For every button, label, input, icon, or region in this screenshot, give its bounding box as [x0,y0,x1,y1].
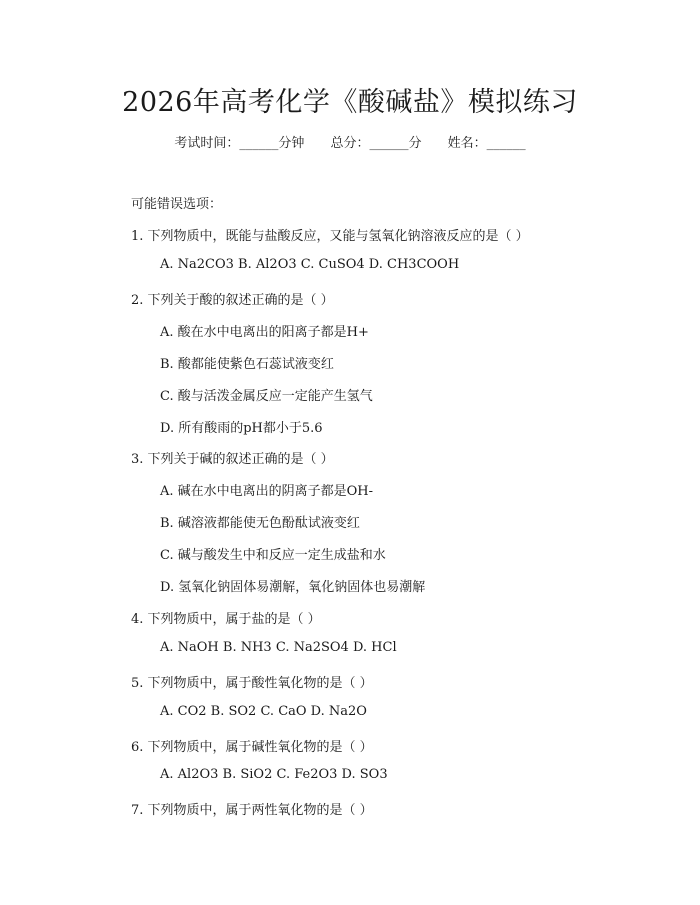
total-score-field: 总分：______分 [330,136,422,151]
question-option: C. 酸与活泼金属反应一定能产生氢气 [160,389,373,404]
question-stem: 7. 下列物质中，属于两性氧化物的是（ ） [131,803,373,818]
question-option: A. 酸在水中电离出的阳离子都是H+ [160,325,369,340]
question-option: B. 碱溶液都能使无色酚酞试液变红 [160,516,360,531]
question-option: D. 氢氧化钠固体易潮解，氧化钠固体也易潮解 [160,580,426,595]
exam-time-field: 考试时间：______分钟 [174,136,305,151]
question-stem: 6. 下列物质中，属于碱性氧化物的是（ ） [131,740,373,755]
question-option: D. 所有酸雨的pH都小于5.6 [160,421,323,436]
question-option: C. 碱与酸发生中和反应一定生成盐和水 [160,548,386,563]
question-options: A. CO2 B. SO2 C. CaO D. Na2O [160,704,367,719]
section-title: 可能错误选项： [131,197,223,212]
header-fields [0,132,700,151]
question-stem: 5. 下列物质中，属于酸性氧化物的是（ ） [131,676,373,691]
question-stem: 3. 下列关于碱的叙述正确的是（ ） [131,452,334,467]
question-option: A. 碱在水中电离出的阴离子都是OH- [160,484,374,499]
question-options: A. NaOH B. NH3 C. Na2SO4 D. HCl [160,640,397,655]
question-options: A. Na2CO3 B. Al2O3 C. CuSO4 D. CH3COOH [160,257,460,272]
student-name-field: 姓名：______ [447,136,526,151]
question-stem: 1. 下列物质中，既能与盐酸反应，又能与氢氧化钠溶液反应的是（ ） [131,229,529,244]
question-stem: 2. 下列关于酸的叙述正确的是（ ） [131,293,334,308]
question-options: A. Al2O3 B. SiO2 C. Fe2O3 D. SO3 [160,767,388,782]
question-option: B. 酸都能使紫色石蕊试液变红 [160,357,334,372]
document-title: 2026年高考化学《酸碱盐》模拟练习 [122,87,578,118]
question-stem: 4. 下列物质中，属于盐的是（ ） [131,612,321,627]
